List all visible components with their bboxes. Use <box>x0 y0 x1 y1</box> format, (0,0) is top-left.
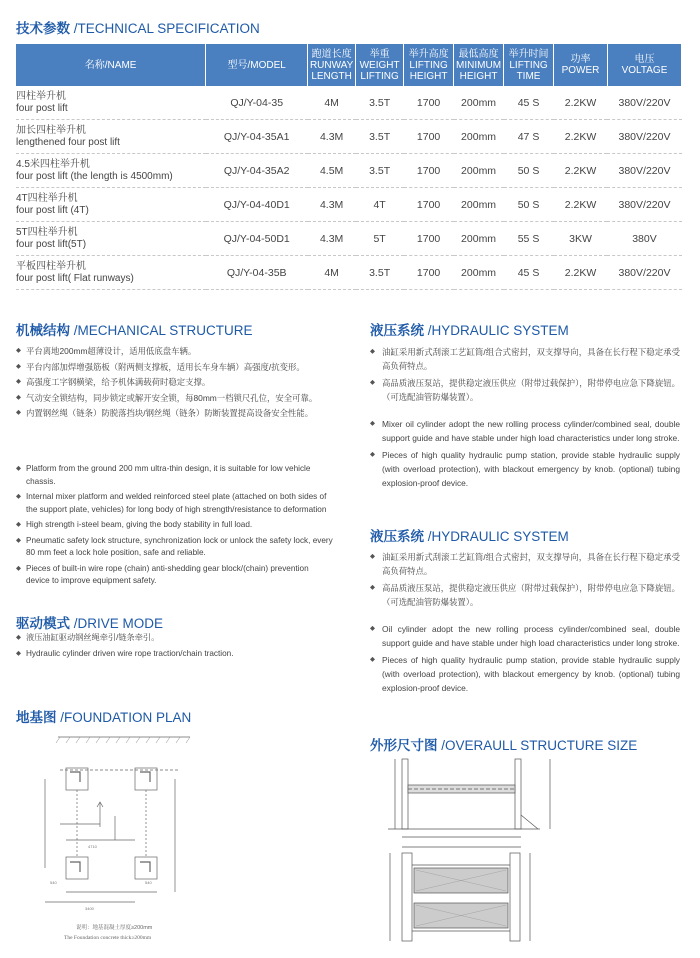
spec-model-cell: QJ/Y-04-40D1 <box>206 188 308 222</box>
list-item: ◆ Oil cylinder adopt the new rolling process cylinder/combined seal, double support guide and have stable under high load characteristics under long stroke. <box>370 622 680 650</box>
spec-weight-cell: 3.5T <box>356 86 404 120</box>
list-item: ◆ Pieces of high quality hydraulic pump station, provide stable hydraulic supply (with overload protection), with blackout emergency by knob. (optional) tubing explosion-proof device. <box>370 653 680 695</box>
header-label-cn: 型号/MODEL <box>227 59 286 71</box>
spec-min-cell: 200mm <box>454 256 504 290</box>
spec-model-cell: QJ/Y-04-35A1 <box>206 120 308 154</box>
spec-time-cell: 45 S <box>504 256 554 290</box>
svg-text:3400: 3400 <box>85 906 94 911</box>
spec-table <box>16 44 682 290</box>
product-name-en: four post lift (4T) <box>16 204 89 216</box>
spec-header-cell <box>404 44 454 86</box>
spec-height-cell: 1700 <box>404 120 454 154</box>
spec-height-cell: 1700 <box>404 188 454 222</box>
list-item: ◆ Hydraulic cylinder driven wire rope traction/chain traction. <box>16 648 334 661</box>
spec-model-cell: QJ/Y-04-35B <box>206 256 308 290</box>
hydraulic-title-1: 液压系统 /HYDRAULIC SYSTEM <box>370 323 569 338</box>
spec-model-cell: QJ/Y-04-35A2 <box>206 154 308 188</box>
svg-text:540: 540 <box>50 880 57 885</box>
spec-length-cell: 4.3M <box>308 188 356 222</box>
spec-voltage-cell: 380V/220V <box>607 86 681 120</box>
header-label-cn: 举升高度 <box>408 48 449 60</box>
spec-weight-cell: 3.5T <box>356 120 404 154</box>
foundation-plan-drawing <box>30 732 210 947</box>
spec-weight-cell: 4T <box>356 188 404 222</box>
header-label-cn: 举升时间 <box>508 48 549 60</box>
hydraulic-title-2: 液压系统 /HYDRAULIC SYSTEM <box>370 529 569 544</box>
spec-length-cell: 4.5M <box>308 154 356 188</box>
table-row <box>16 120 682 154</box>
header-label-cn: 举重 <box>369 48 390 60</box>
spec-power-cell: 3KW <box>554 222 608 256</box>
header-label-cn: 最低高度 <box>458 48 499 60</box>
foundation-title: 地基图 /FOUNDATION PLAN <box>16 710 192 725</box>
list-item: ◆ 高强度工字钢横梁，给予机体满载荷时稳定支撑。 <box>16 376 334 389</box>
product-name-cell <box>16 256 206 290</box>
list-item: ◆ Pieces of high quality hydraulic pump station, provide stable hydraulic supply (with overload protection), with blackout emergency by knob. (optional) tubing explosion-proof device. <box>370 448 680 490</box>
list-item: ◆ 气动安全锁结构，同步锁定或解开安全锁，每80mm一档锁尺孔位，安全可靠。 <box>16 392 334 405</box>
header-label-en: LIFTING HEIGHT <box>409 59 448 82</box>
spec-time-cell: 50 S <box>504 188 554 222</box>
spec-time-cell: 45 S <box>504 86 554 120</box>
product-name-en: four post lift <box>16 102 68 114</box>
list-item: ◆ Platform from the ground 200 mm ultra-thin design, it is suitable for low vehicle chassis. <box>16 463 334 488</box>
spec-power-cell: 2.2KW <box>554 120 608 154</box>
hydraulic-en-list-1 <box>370 417 680 493</box>
spec-header-cell <box>554 44 608 86</box>
spec-min-cell: 200mm <box>454 120 504 154</box>
header-label-en: MINIMUM HEIGHT <box>456 59 502 82</box>
drive-list <box>16 632 334 663</box>
spec-height-cell: 1700 <box>404 86 454 120</box>
product-name-cn: 四柱举升机 <box>16 90 66 102</box>
table-row <box>16 222 682 256</box>
product-name-cell <box>16 222 206 256</box>
product-name-cell <box>16 154 206 188</box>
spec-min-cell: 200mm <box>454 86 504 120</box>
table-row <box>16 86 682 120</box>
spec-header-cell <box>504 44 554 86</box>
product-name-en: lengthened four post lift <box>16 136 120 148</box>
spec-min-cell: 200mm <box>454 154 504 188</box>
header-label-cn: 电压 <box>634 54 655 65</box>
table-row <box>16 256 682 290</box>
spec-header-cell <box>206 44 308 86</box>
spec-header-cell <box>308 44 356 86</box>
spec-length-cell: 4.3M <box>308 222 356 256</box>
spec-power-cell: 2.2KW <box>554 154 608 188</box>
spec-model-cell: QJ/Y-04-50D1 <box>206 222 308 256</box>
spec-voltage-cell: 380V <box>607 222 681 256</box>
list-item: ◆ 高品质液压泵站，提供稳定液压供应（附带过载保护），附带停电应急下降旋钮。（可选配油管防爆装置）。 <box>370 581 680 609</box>
svg-text:4710: 4710 <box>88 844 97 849</box>
product-name-en: four post lift( Flat runways) <box>16 272 134 284</box>
spec-time-cell: 55 S <box>504 222 554 256</box>
spec-length-cell: 4.3M <box>308 120 356 154</box>
spec-height-cell: 1700 <box>404 256 454 290</box>
spec-weight-cell: 3.5T <box>356 256 404 290</box>
mechanical-en-list <box>16 463 334 591</box>
product-name-cell <box>16 188 206 222</box>
product-name-cn: 5T四柱举升机 <box>16 226 78 238</box>
svg-text:540: 540 <box>145 880 152 885</box>
product-name-cn: 平板四柱举升机 <box>16 260 86 272</box>
spec-power-cell: 2.2KW <box>554 188 608 222</box>
spec-min-cell: 200mm <box>454 188 504 222</box>
foundation-note-cn: 说明：地基混凝土厚度≥200mm <box>76 925 153 931</box>
spec-header-cell <box>16 44 206 86</box>
product-name-cn: 加长四柱举升机 <box>16 124 86 136</box>
spec-voltage-cell: 380V/220V <box>607 256 681 290</box>
spec-header-row <box>16 44 682 86</box>
header-label-en: VOLTAGE <box>621 65 668 76</box>
header-label-en: POWER <box>561 65 600 76</box>
list-item: ◆ 平台内部加焊增强筋板（附两侧支撑板，适用长车身车辆）高强度/抗变形。 <box>16 361 334 374</box>
product-name-cn: 4.5米四柱举升机 <box>16 158 90 170</box>
header-label-en: LIFTING TIME <box>509 59 548 82</box>
table-row <box>16 188 682 222</box>
spec-min-cell: 200mm <box>454 222 504 256</box>
list-item: ◆ 液压油缸驱动钢丝绳牵引/链条牵引。 <box>16 632 334 645</box>
table-row <box>16 154 682 188</box>
product-name-en: four post lift(5T) <box>16 238 87 250</box>
product-name-cell <box>16 120 206 154</box>
spec-voltage-cell: 380V/220V <box>607 120 681 154</box>
overall-structure-drawing <box>380 755 570 950</box>
header-label-cn: 跑道长度 <box>311 48 352 60</box>
spec-time-cell: 47 S <box>504 120 554 154</box>
spec-height-cell: 1700 <box>404 154 454 188</box>
list-item: ◆ Pneumatic safety lock structure, synchronization lock or unlock the safety lock, every 80 mm feet a lock hole position, safe and reliable. <box>16 535 334 560</box>
drive-title: 驱动模式 /DRIVE MODE <box>16 616 164 631</box>
header-label-cn: 功率 <box>570 54 591 65</box>
hydraulic-cn-list-1 <box>370 345 680 407</box>
spec-model-cell: QJ/Y-04-35 <box>206 86 308 120</box>
product-name-cell <box>16 86 206 120</box>
spec-header-cell <box>356 44 404 86</box>
list-item: ◆ Mixer oil cylinder adopt the new rolling process cylinder/combined seal, double support guide and have stable under high load characteristics under long stroke. <box>370 417 680 445</box>
product-name-cn: 4T四柱举升机 <box>16 192 78 204</box>
list-item: ◆ 油缸采用新式刮滚工艺缸筒/组合式密封，双支撑导向，具备在长行程下稳定承受高负荷特点。 <box>370 345 680 373</box>
hydraulic-en-list-2 <box>370 622 680 698</box>
header-label-cn: 名称/NAME <box>84 59 137 71</box>
foundation-note-en: The Foundation concrete thick≥200mm <box>64 935 152 941</box>
spec-header-cell <box>607 44 681 86</box>
spec-weight-cell: 3.5T <box>356 154 404 188</box>
spec-length-cell: 4M <box>308 86 356 120</box>
header-label-en: WEIGHT LIFTING <box>359 59 400 82</box>
spec-time-cell: 50 S <box>504 154 554 188</box>
hydraulic-cn-list-2 <box>370 550 680 612</box>
list-item: ◆ 高品质液压泵站，提供稳定液压供应（附带过载保护），附带停电应急下降旋钮。（可选配油管防爆装置）。 <box>370 376 680 404</box>
spec-height-cell: 1700 <box>404 222 454 256</box>
spec-power-cell: 2.2KW <box>554 256 608 290</box>
list-item: ◆ High strength i-steel beam, giving the body stability in full load. <box>16 519 334 532</box>
spec-weight-cell: 5T <box>356 222 404 256</box>
spec-header-cell <box>454 44 504 86</box>
header-label-en: RUNWAY LENGTH <box>309 59 354 82</box>
spec-power-cell: 2.2KW <box>554 86 608 120</box>
mechanical-title: 机械结构 /MECHANICAL STRUCTURE <box>16 323 253 338</box>
spec-length-cell: 4M <box>308 256 356 290</box>
spec-voltage-cell: 380V/220V <box>607 154 681 188</box>
list-item: ◆ 内置钢丝绳（链条）防脱落挡块/钢丝绳（链条）防断装置提高设备安全性能。 <box>16 407 334 420</box>
spec-voltage-cell: 380V/220V <box>607 188 681 222</box>
tech-spec-title: 技术参数 /TECHNICAL SPECIFICATION <box>16 21 260 36</box>
product-name-en: four post lift (the length is 4500mm) <box>16 170 173 182</box>
list-item: ◆ 油缸采用新式刮滚工艺缸筒/组合式密封，双支撑导向，具备在长行程下稳定承受高负荷特点。 <box>370 550 680 578</box>
list-item: ◆ Pieces of built-in wire rope (chain) anti-shedding gear block/(chain) prevention device to improve equipment safety. <box>16 563 334 588</box>
list-item: ◆ Internal mixer platform and welded reinforced steel plate (attached on both sides of the support plate, vehicles) for long body of high strength/resistance to deformation <box>16 491 334 516</box>
mechanical-cn-list <box>16 345 334 423</box>
overall-title: 外形尺寸图 /OVERAULL STRUCTURE SIZE <box>370 738 638 753</box>
list-item: ◆ 平台离地200mm超薄设计，适用低底盘车辆。 <box>16 345 334 358</box>
